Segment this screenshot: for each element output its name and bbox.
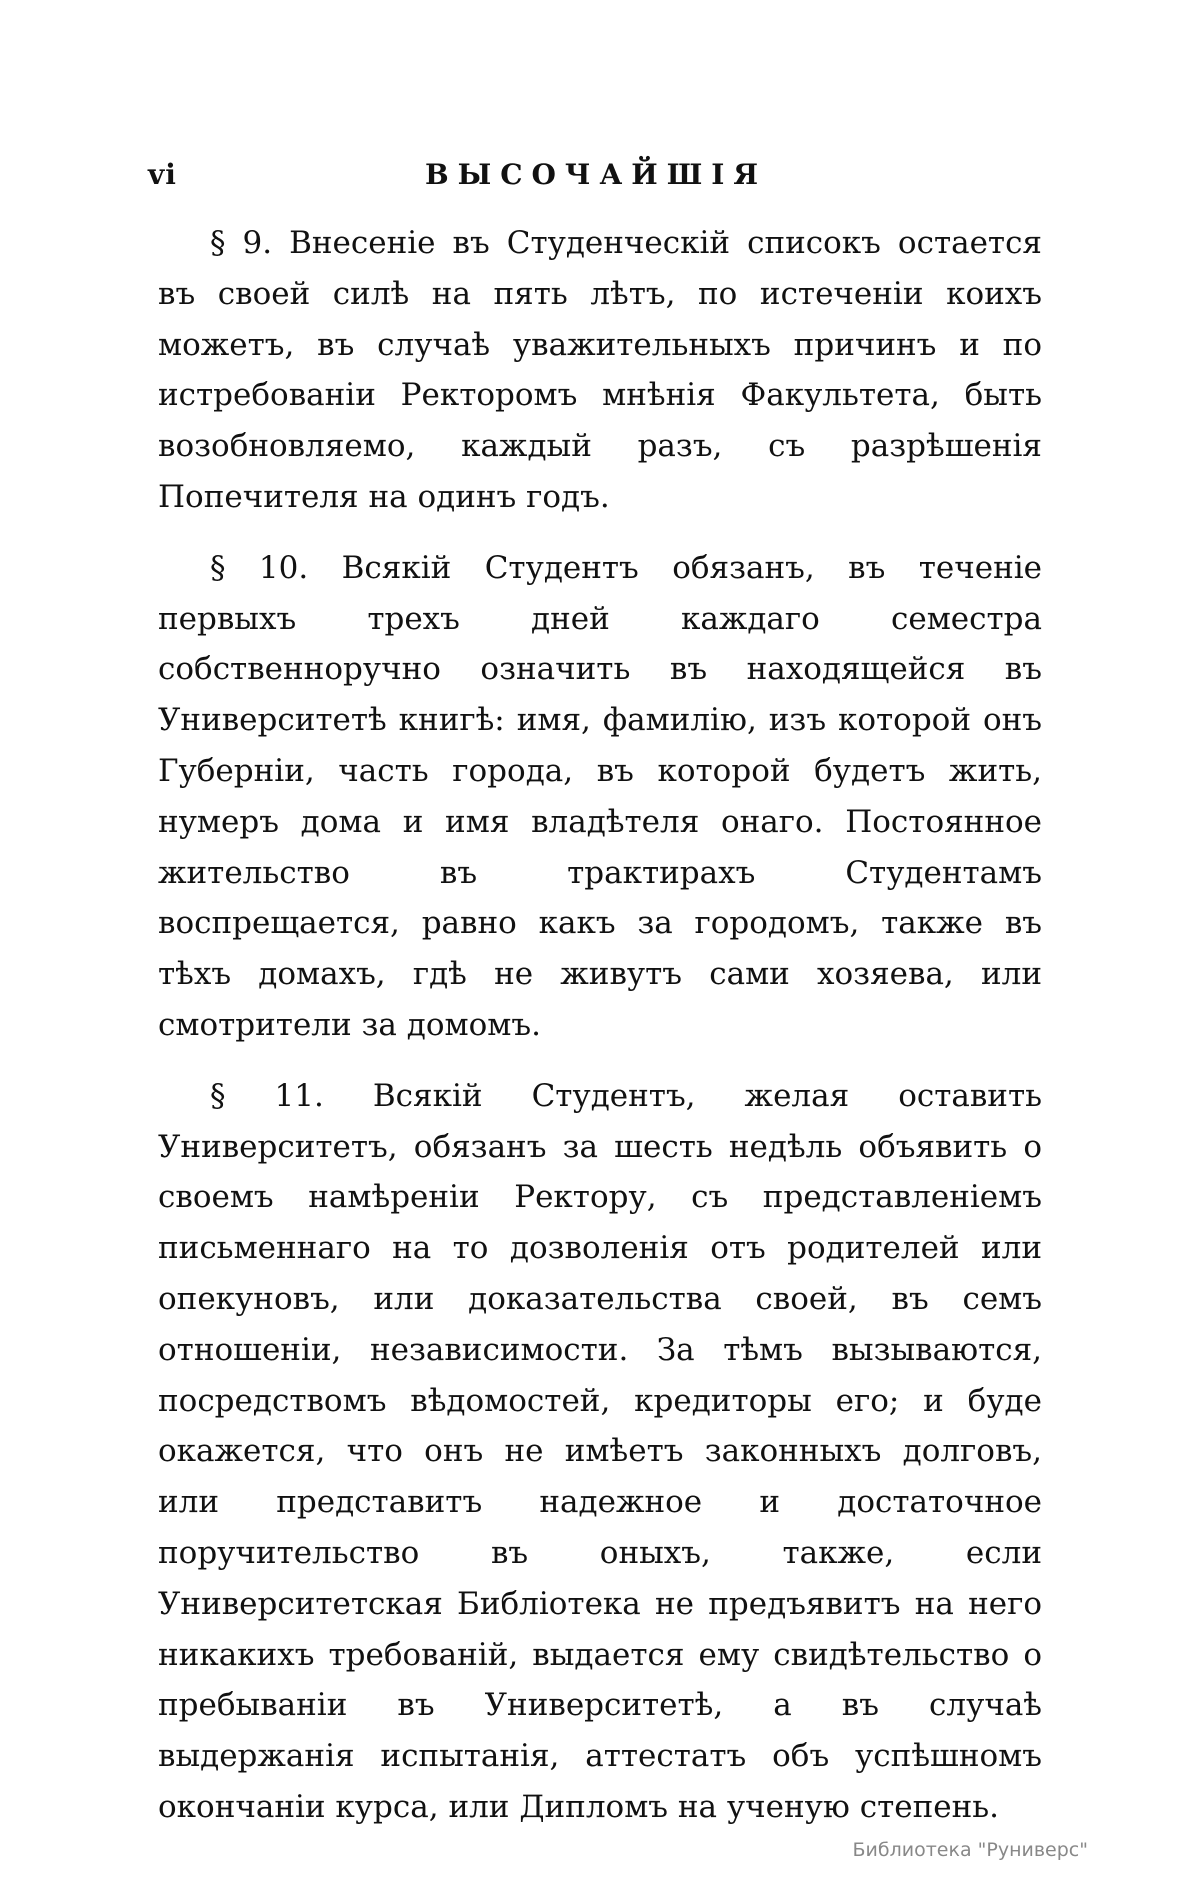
library-watermark: Библиотека "Руниверс": [852, 1839, 1088, 1861]
page-header: [148, 158, 1044, 198]
running-title: ВЫСОЧАЙШІЯ: [424, 158, 768, 191]
body-text: [158, 218, 1042, 1833]
page-number: vi: [148, 158, 177, 191]
paragraph-section-9: § 9. Внесеніе въ Студенческій списокъ остается въ своей силѣ на пять лѣтъ, по истеченіи коихъ можетъ, въ случаѣ уважительныхъ причинъ и по истребованіи Ректоромъ мнѣнія Факультета, быть возобновляемо, каждый разъ, съ разрѣшенія Попечителя на одинъ годъ.: [158, 225, 1042, 515]
paragraph-section-10: § 10. Всякій Студентъ обязанъ, въ теченіе первыхъ трехъ дней каждаго семестра собственноручно означить въ находящейся въ Университетѣ книгѣ: имя, фамилію, изъ которой онъ Губерніи, часть города, въ которой будетъ жить, нумеръ дома и имя владѣтеля онаго. Постоянное жительство въ трактирахъ Студентамъ воспрещается, равно какъ за городомъ, также въ тѣхъ домахъ, гдѣ не живутъ сами хозяева, или смотрители за домомъ.: [158, 549, 1042, 1043]
paragraph-section-11: § 11. Всякій Студентъ, желая оставить Университетъ, обязанъ за шесть недѣль объявить о своемъ намѣреніи Ректору, съ представленіемъ письменнаго на то дозволенія отъ родителей или опекуновъ, или доказательства своей, въ семъ отношеніи, независимости. За тѣмъ вызываются, посредствомъ вѣдомостей, кредиторы его; и буде окажется, что онъ не имѣетъ законныхъ долговъ, или представитъ надежное и достаточное поручительство въ оныхъ, также, если Университетская Библіотека не предъявитъ на него никакихъ требованій, выдается ему свидѣтельство о пребываніи въ Университетѣ, а въ случаѣ выдержанія испытанія, аттестатъ объ успѣшномъ окончаніи курса, или Дипломъ на ученую степень.: [158, 1077, 1042, 1825]
